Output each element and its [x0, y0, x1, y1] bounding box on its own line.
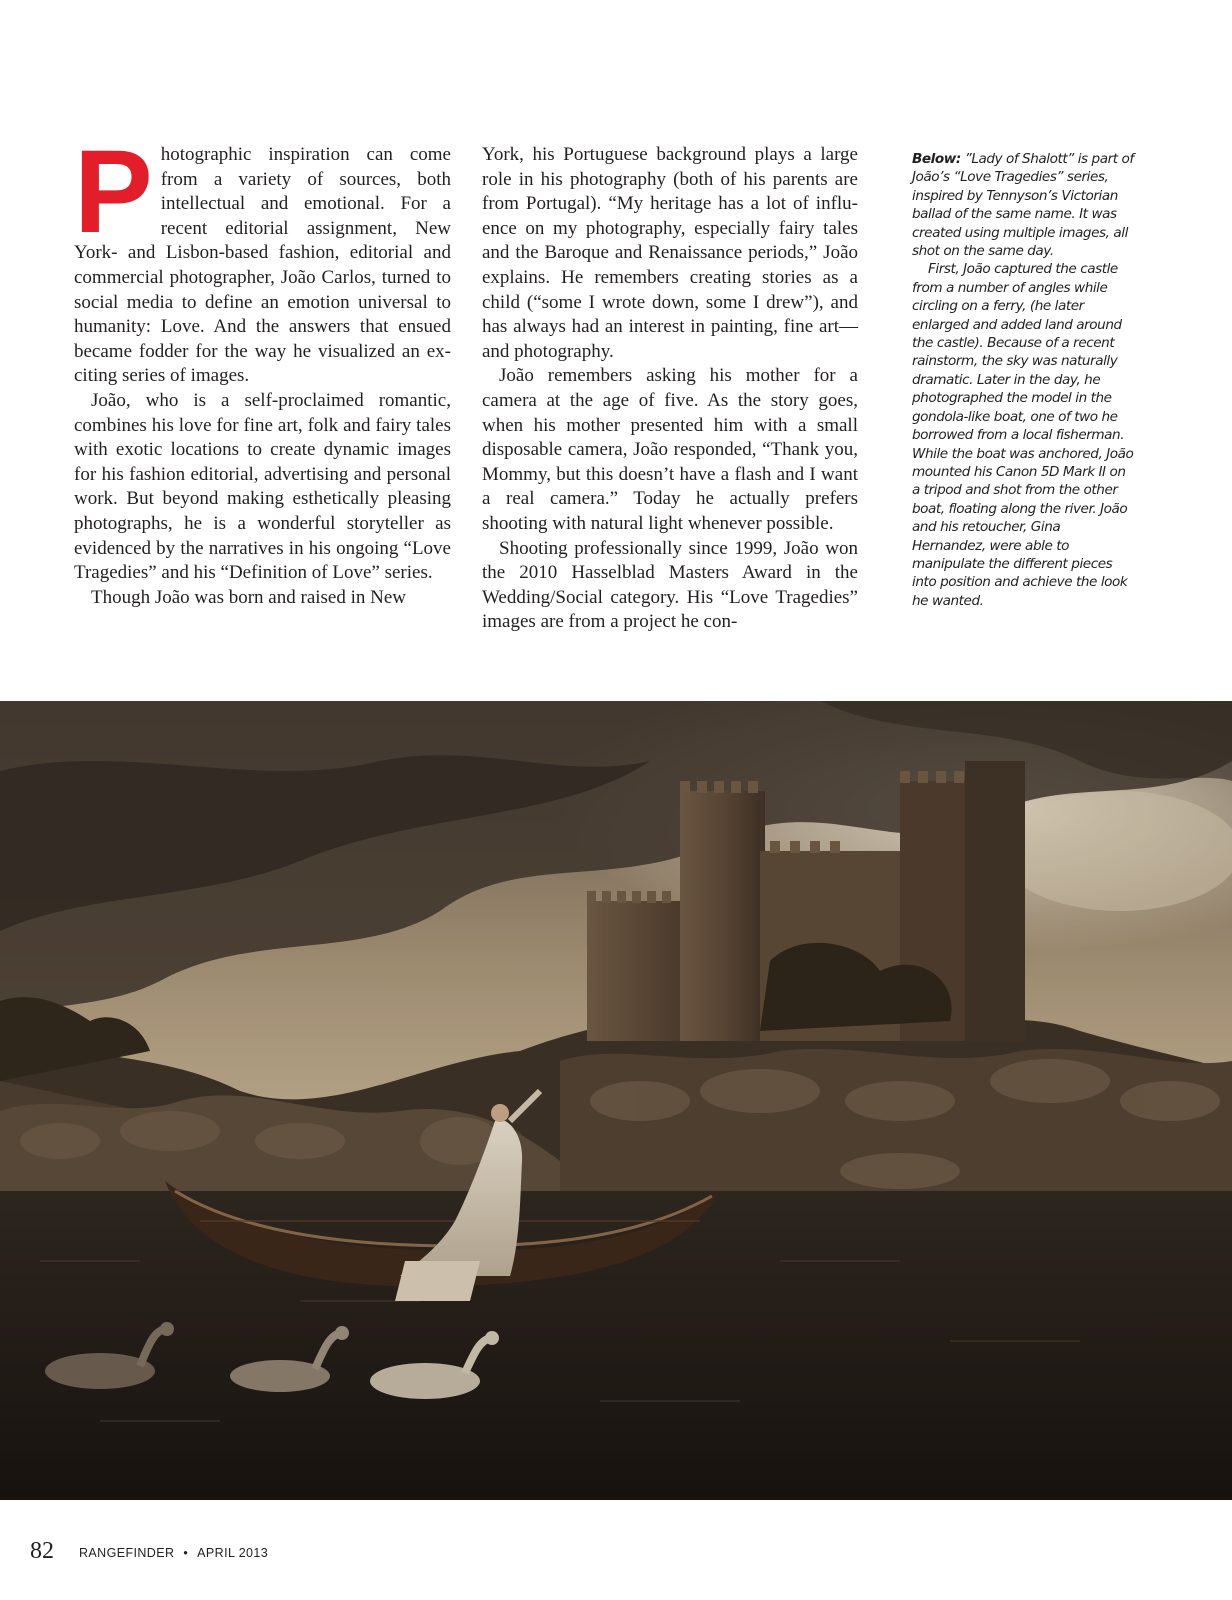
article-paragraph: João remembers asking his mother for a camera at the age of five. As the story goes, when his mother presented him with a small disposable camera, João responded, “Thank you, Mommy, but this doesn’t have a flash and I want a real camera.” Today he actually prefers shooting with natural light whenever possible.	[482, 365, 858, 534]
article-paragraph: João, who is a self-proclaimed romantic, combines his love for fine art, folk and fairy tales with exotic locations to create dynamic images for his fashion editorial, advertising and personal work. But beyond making esthetically pleasing photographs, he is a wonderful storyteller as evidenced by the narratives in his ongoing “Love Tragedies” and his “Definition of Love” series.	[74, 389, 451, 584]
magazine-name: RANGEFINDER	[79, 1546, 175, 1560]
footer-bullet: •	[183, 1546, 189, 1560]
running-footer	[79, 1546, 268, 1560]
article-paragraph: York, his Portuguese background plays a large role in his photography (both of his parents are from Portugal). “My heritage has a lot of influence on my photography, especially fairy tales and the Baroque and Renaissance periods,” João explains. He remembers creating stories as a child (“some I wrote down, some I drew”), and has always had an interest in painting, fine art—and photography.	[482, 144, 858, 362]
photo-caption	[912, 150, 1137, 610]
article-paragraph: Though João was born and raised in New	[91, 586, 407, 608]
article-paragraph: hotographic inspiration can come from a variety of sources, both intellectual and emotional. For a recent editorial assignment, New York- and Lisbon-based fashion, editorial and commercial photographer, João Carlos, turned to social media to define an emotion universal to humanity: Love. And the answers that ensued became fodder for the way he visualized an exciting series of images.	[74, 144, 451, 387]
article-paragraph: Shooting professionally since 1999, João won the 2010 Hasselblad Masters Award in the Wedding/Social category. His “Love Tragedies” images are from a project he con-	[482, 537, 858, 633]
caption-text: ”Lady of Shalott” is part of João’s “Love Tragedies” series, inspired by Tennyson’s Victorian ballad of the same name. It was created using multiple images, all shot on the same day.	[912, 151, 1134, 260]
castle-photograph	[0, 701, 1232, 1500]
page-number: 82	[30, 1538, 54, 1564]
article-column-1	[74, 126, 451, 610]
issue-date: APRIL 2013	[197, 1546, 269, 1560]
drop-cap: P	[74, 126, 153, 258]
caption-lead: Below:	[912, 151, 961, 167]
caption-text: First, João captured the castle from a number of angles while circling on a ferry, (he later enlarged and added land around the castle). Because of a recent rainstorm, the sky was naturally dramatic. Later in the day, he photographed the model in the gondola-like boat, one of two he borrowed from a local fisherman. While the boat was anchored, João mounted his Canon 5D Mark II on a tripod and shot from the other boat, floating along the river. João and his retoucher, Gina Hernandez, were able to manipulate the different pieces into position and achieve the look he wanted.	[912, 261, 1134, 609]
article-column-2	[482, 143, 858, 635]
